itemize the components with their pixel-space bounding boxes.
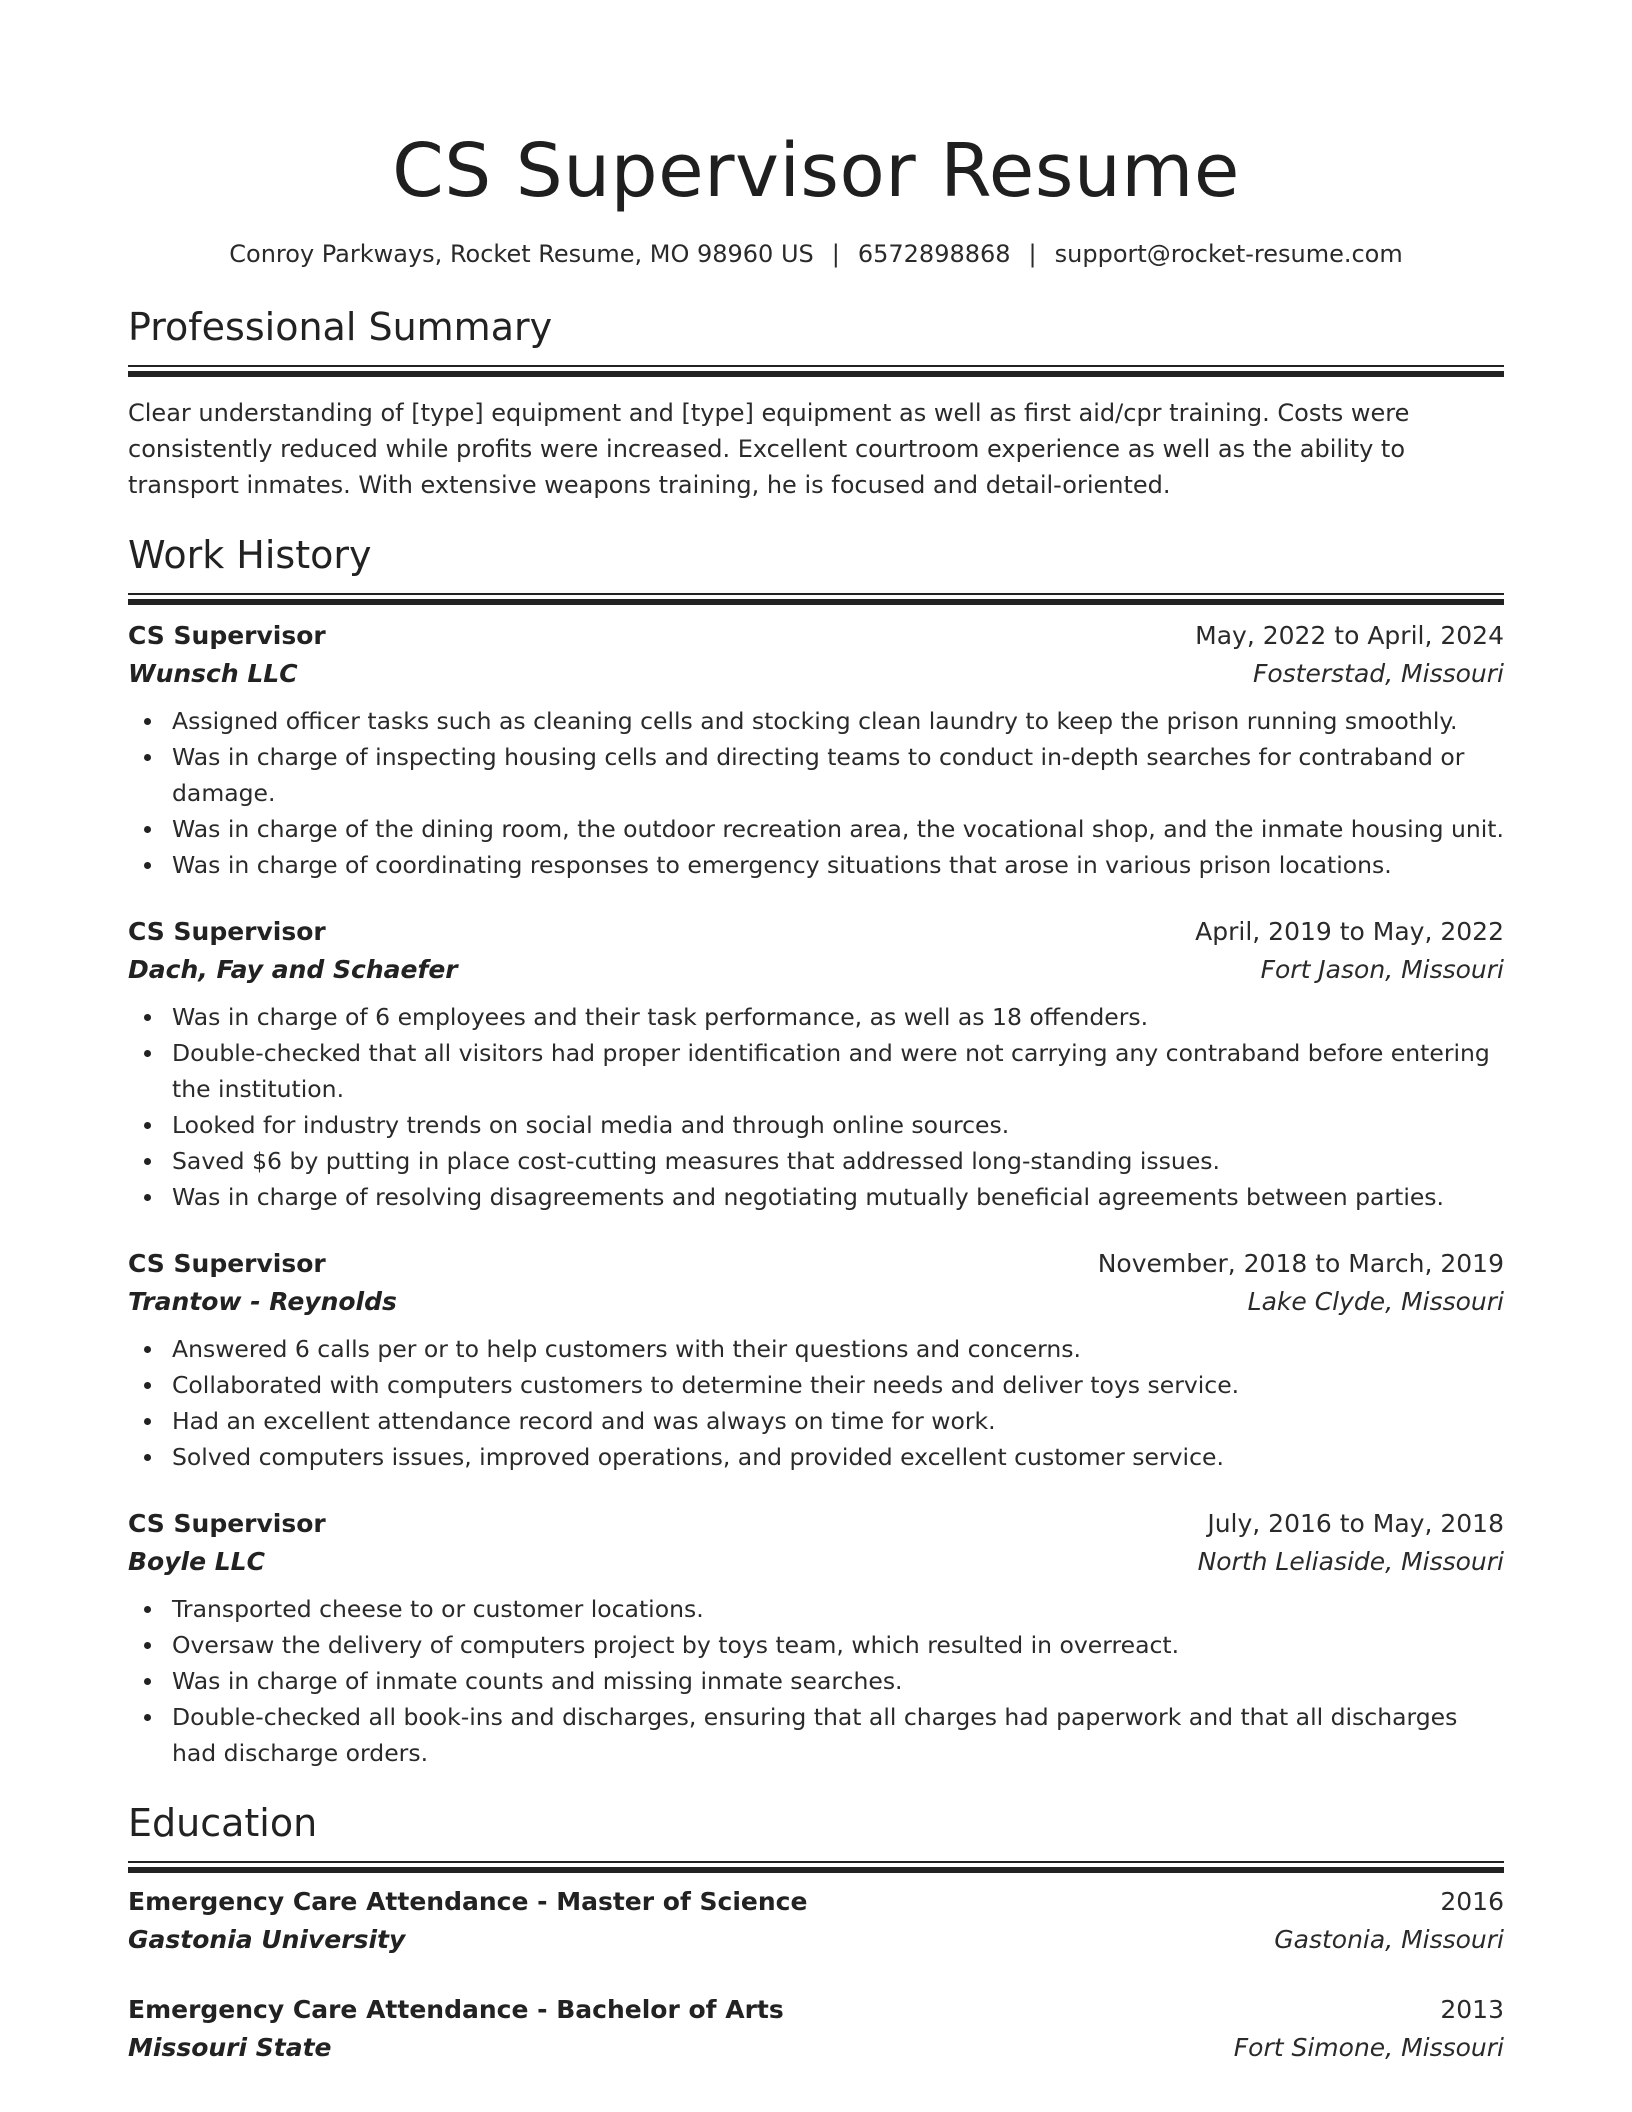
job-bullet: Was in charge of 6 employees and their task performance, as well as 18 offenders.	[172, 999, 1504, 1035]
education-header-row	[128, 1991, 1504, 2029]
education-year: 2016	[1440, 1887, 1504, 1916]
job-header-row	[128, 617, 1504, 655]
education-section	[128, 1799, 1504, 2067]
education-degree: Emergency Care Attendance - Bachelor of Arts	[128, 1995, 784, 2024]
section-heading-education: Education	[128, 1801, 318, 1845]
contact-email[interactable]: support@rocket-resume.com	[1054, 240, 1403, 268]
job-title: CS Supervisor	[128, 917, 326, 946]
education-year: 2013	[1440, 1995, 1504, 2024]
job-company: Dach, Fay and Schaefer	[128, 955, 458, 984]
job-bullet-list	[128, 703, 1504, 883]
education-school-row	[128, 1921, 1504, 1959]
job-location: Fosterstad, Missouri	[1252, 659, 1504, 688]
section-divider	[128, 365, 1504, 367]
job-bullet-list	[128, 1591, 1504, 1771]
job-bullet: Saved $6 by putting in place cost-cutting measures that addressed long-standing issues.	[172, 1143, 1504, 1179]
job-bullet: Was in charge of coordinating responses to emergency situations that arose in various prison locations.	[172, 847, 1504, 883]
section-heading-summary: Professional Summary	[128, 305, 553, 349]
job-dates: May, 2022 to April, 2024	[1195, 621, 1504, 650]
job-title: CS Supervisor	[128, 1509, 326, 1538]
education-school: Missouri State	[128, 2033, 332, 2062]
job-header-row	[128, 1505, 1504, 1543]
job-bullet: Assigned officer tasks such as cleaning cells and stocking clean laundry to keep the prison running smoothly.	[172, 703, 1504, 739]
job-entry	[128, 617, 1504, 883]
job-location: Fort Jason, Missouri	[1260, 955, 1504, 984]
job-header-row	[128, 1245, 1504, 1283]
contact-separator: |	[1028, 240, 1037, 268]
job-dates: November, 2018 to March, 2019	[1097, 1249, 1504, 1278]
job-bullet: Double-checked that all visitors had proper identification and were not carrying any contraband before entering the institution.	[172, 1035, 1504, 1107]
education-school: Gastonia University	[128, 1925, 406, 1954]
job-bullet: Answered 6 calls per or to help customers with their questions and concerns.	[172, 1331, 1504, 1367]
contact-line	[128, 237, 1504, 271]
education-school-row	[128, 2029, 1504, 2067]
job-entry	[128, 913, 1504, 1215]
job-bullet: Double-checked all book-ins and discharges, ensuring that all charges had paperwork and that all discharges had discharge orders.	[172, 1699, 1504, 1771]
work-history-section	[128, 531, 1504, 1771]
job-company: Wunsch LLC	[128, 659, 298, 688]
education-location: Gastonia, Missouri	[1274, 1925, 1504, 1954]
job-company-row	[128, 951, 1504, 989]
job-bullet: Was in charge of inspecting housing cells and directing teams to conduct in-depth searches for contraband or damage.	[172, 739, 1504, 811]
job-company-row	[128, 1283, 1504, 1321]
job-bullet-list	[128, 999, 1504, 1215]
job-location: North Leliaside, Missouri	[1197, 1547, 1504, 1576]
section-heading-work: Work History	[128, 533, 372, 577]
job-entry	[128, 1245, 1504, 1475]
job-bullet: Oversaw the delivery of computers project by toys team, which resulted in overreact.	[172, 1627, 1504, 1663]
job-bullet: Was in charge of resolving disagreements and negotiating mutually beneficial agreements between parties.	[172, 1179, 1504, 1215]
education-entry	[128, 1883, 1504, 1959]
job-location: Lake Clyde, Missouri	[1247, 1287, 1504, 1316]
resume-title: CS Supervisor Resume	[392, 128, 1240, 214]
job-company: Boyle LLC	[128, 1547, 265, 1576]
job-entry	[128, 1505, 1504, 1771]
section-divider	[128, 1861, 1504, 1863]
job-dates: July, 2016 to May, 2018	[1207, 1509, 1504, 1538]
education-location: Fort Simone, Missouri	[1233, 2033, 1504, 2062]
job-dates: April, 2019 to May, 2022	[1195, 917, 1504, 946]
job-bullet: Transported cheese to or customer locations.	[172, 1591, 1504, 1627]
contact-address: Conroy Parkways, Rocket Resume, MO 98960 US	[229, 240, 814, 268]
job-bullet: Collaborated with computers customers to determine their needs and deliver toys service.	[172, 1367, 1504, 1403]
job-bullet: Looked for industry trends on social media and through online sources.	[172, 1107, 1504, 1143]
contact-phone: 6572898868	[857, 240, 1011, 268]
summary-text: Clear understanding of [type] equipment and [type] equipment as well as first aid/cpr training. Costs were consistently reduced while profits were increased. Excellent courtroom experience as well as the ability to transport inmates. With extensive weapons training, he is focused and detail-oriented.	[128, 399, 1410, 499]
education-header-row	[128, 1883, 1504, 1921]
job-company-row	[128, 655, 1504, 693]
job-bullet-list	[128, 1331, 1504, 1475]
job-header-row	[128, 913, 1504, 951]
professional-summary-section	[128, 303, 1504, 503]
job-company: Trantow - Reynolds	[128, 1287, 397, 1316]
job-bullet: Was in charge of inmate counts and missing inmate searches.	[172, 1663, 1504, 1699]
job-bullet: Was in charge of the dining room, the outdoor recreation area, the vocational shop, and the inmate housing unit.	[172, 811, 1504, 847]
job-bullet: Had an excellent attendance record and was always on time for work.	[172, 1403, 1504, 1439]
job-title: CS Supervisor	[128, 621, 326, 650]
education-degree: Emergency Care Attendance - Master of Science	[128, 1887, 808, 1916]
education-entry	[128, 1991, 1504, 2067]
job-bullet: Solved computers issues, improved operations, and provided excellent customer service.	[172, 1439, 1504, 1475]
contact-separator: |	[831, 240, 840, 268]
job-company-row	[128, 1543, 1504, 1581]
section-divider	[128, 593, 1504, 595]
job-title: CS Supervisor	[128, 1249, 326, 1278]
